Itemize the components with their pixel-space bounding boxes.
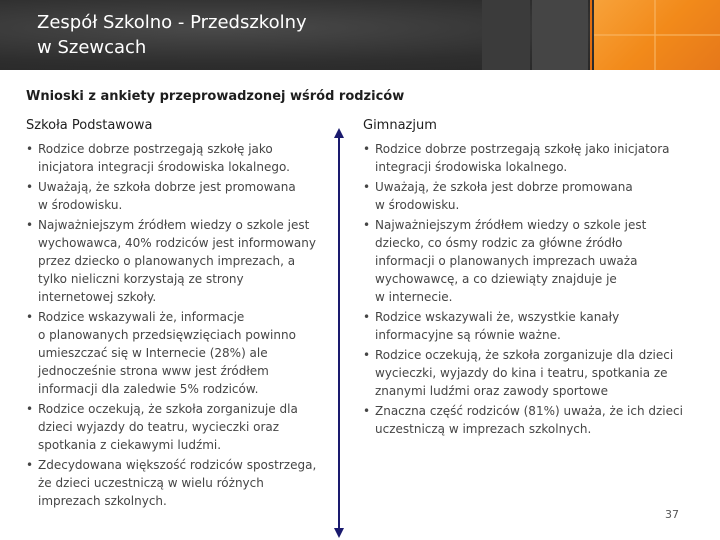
bullet-item [363,216,713,306]
bullet-line: • Najważniejszym źródłem wiedzy o szkole jest [38,218,310,232]
bullet-item [363,178,713,214]
bullet-line: • Rodzice dobrze postrzegają szkołę jako inicjatora [375,142,670,156]
page-number: 37 [665,508,679,521]
subtitle: Wnioski z ankiety przeprowadzonej wśród rodziców [26,89,405,104]
bullet-line: integracji środowiska lokalnego. [375,160,568,174]
bullet-line: znanymi ludźmi oraz zawody sportowe [375,384,608,398]
bullet-line: inicjatora integracji środowiska lokalnego. [38,160,290,174]
bullet-item [26,456,326,510]
bullet-item [26,400,326,454]
bullet-line: • Rodzice wskazywali że, wszystkie kanały [375,310,620,324]
bullet-line: spotkania z ciekawymi ludźmi. [38,438,222,452]
bullet-line: • Rodzice oczekują, że szkoła zorganizuje dla dzieci [375,348,674,362]
bullet-line: informacyjne są równie ważne. [375,328,561,342]
bullet-line: umieszczać się w Internecie (28%) ale [38,346,268,360]
bullet-line: uczestniczą w imprezach szkolnych. [375,422,592,436]
bullet-item [26,308,326,398]
bullet-item [26,140,326,176]
bullet-item [26,216,326,306]
right-column-heading: Gimnazjum [363,118,437,133]
bullet-line: o planowanych przedsięwzięciach powinno [38,328,296,342]
bullet-line: tylko nieliczni korzystają ze strony [38,272,244,286]
bullet-line: przez dziecko o planowanych imprezach, a [38,254,296,268]
bullet-item [363,308,713,344]
bullet-item [363,402,713,438]
left-column-list [26,140,326,512]
double-arrow-divider [334,128,344,538]
title-line-2: w Szewcach [37,37,147,58]
right-column-list [363,140,713,440]
bullet-line: wycieczki, wyjazdy do kina i teatru, spotkania ze [375,366,668,380]
bullet-line: wychowawca, 40% rodziców jest informowany [38,236,316,250]
bullet-line: w internecie. [375,290,453,304]
bullet-line: • Znaczna część rodziców (81%) uważa, że ich dzieci [375,404,683,418]
bullet-line: • Uważają, że szkoła dobrze jest promowana [38,180,296,194]
bullet-line: jednocześnie strona www jest źródłem [38,364,269,378]
bullet-line: że dzieci uczestniczą w wielu różnych [38,476,264,490]
title-line-1: Zespół Szkolno - Przedszkolny [37,12,307,33]
slide-title [37,10,457,60]
bullet-line: • Rodzice oczekują, że szkoła zorganizuje dla [38,402,298,416]
bullet-line: dziecko, co ósmy rodzic za główne źródło [375,236,623,250]
header-bar [0,0,720,70]
bullet-line: wychowawcę, a co dziewiąty znajduje je [375,272,617,286]
bullet-line: • Zdecydowana większość rodziców spostrzega, [38,458,317,472]
bullet-item [363,346,713,400]
bullet-item [363,140,713,176]
bullet-item [26,178,326,214]
bullet-line: w środowisku. [375,198,460,212]
bullet-line: imprezach szkolnych. [38,494,167,508]
bullet-line: dzieci wyjazdy do teatru, wycieczki oraz [38,420,280,434]
decorative-tiles [482,0,720,70]
bullet-line: • Najważniejszym źródłem wiedzy o szkole jest [375,218,647,232]
left-column-heading: Szkoła Podstawowa [26,118,153,133]
bullet-line: internetowej szkoły. [38,290,157,304]
bullet-line: informacji o planowanych imprezach uważa [375,254,638,268]
bullet-line: w środowisku. [38,198,123,212]
bullet-line: • Rodzice wskazywali że, informacje [38,310,245,324]
bullet-line: • Uważają, że szkoła jest dobrze promowana [375,180,633,194]
bullet-line: informacji dla zaledwie 5% rodziców. [38,382,259,396]
bullet-line: • Rodzice dobrze postrzegają szkołę jako [38,142,273,156]
